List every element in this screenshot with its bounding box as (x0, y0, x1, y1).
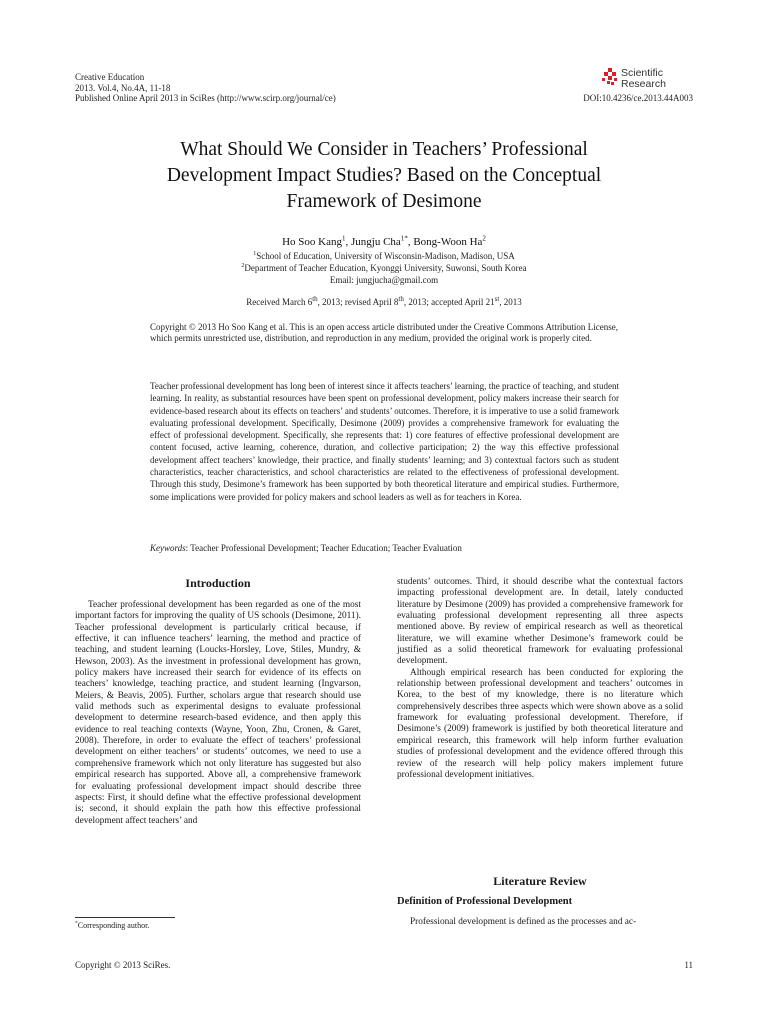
left-column (75, 600, 361, 827)
logo-line-1: Scientific (621, 67, 664, 79)
author-2-sup: 1* (400, 234, 408, 243)
received-dates (0, 297, 768, 307)
definition-subheading: Definition of Professional Development (397, 896, 573, 907)
copyright-notice: Copyright © 2013 Ho Soo Kang et al. This is an open access article distributed under the Creative Commons Attribution License, which permits unrestricted use, distribution, and reproduction in any medium, provided the original work is properly cited. (150, 322, 618, 343)
author-separator: , (345, 236, 351, 248)
journal-header (75, 72, 336, 104)
introduction-heading: Introduction (185, 576, 251, 590)
author-email: Email: jungjucha@gmail.com (329, 275, 439, 285)
title-line-2: Development Impact Studies? Based on the Conceptual (166, 165, 602, 186)
footer-copyright: Copyright © 2013 SciRes. (75, 960, 171, 970)
author-1-sup: 1 (342, 234, 346, 243)
footnote-divider (75, 917, 175, 918)
footnote-text: Corresponding author. (77, 921, 150, 930)
definition-text: Professional development is defined as the processes and ac- (410, 917, 637, 927)
received-sup: th (312, 295, 318, 303)
right-paragraph-2: Although empirical research has been conducted for exploring the relationship between professional development and teachers’ outcomes in Korea, to the best of my knowledge, there is no literature which comprehensively describes three aspects which were shown above as a solid framework for evaluating professional development. Therefore, if Desimone’s (2009) framework is justified by both theoretical literature and empirical research, this framework will help inform further evaluation studies of professional development and the evidence offered through this review of the research will help policy makers implement future professional development initiatives. (397, 667, 683, 780)
affiliation-2-text: Department of Teacher Education, Kyonggi University, Suwonsi, South Korea (244, 263, 527, 273)
title-line-1: What Should We Consider in Teachers’ Professional (180, 139, 588, 160)
accepted-sup: st (494, 295, 500, 303)
literature-review-heading: Literature Review (493, 874, 587, 888)
logo-icon (602, 68, 618, 86)
intro-paragraph-1: Teacher professional development has been regarded as one of the most important factors for improving the quality of US schools (Desimone, 2011). Teacher professional development is particularly critical because, if effective, it can influence teachers’ learning, the method and practice of teaching, and student learning (Loucks-Horsley, Love, Stiles, Mundry, & Hewson, 2003). As the investment in professional development has grown, policy makers have increased their search for evidence of its effects on teachers’ knowledge, teaching practice, and student learning (Ingvarson, Meiers, & Beavis, 2005). Further, scholars argue that research should use valid methods such as experimental designs to evaluate professional development to determine research-based evidence, and then apply this evidence to real teaching contexts (Wayne, Yoon, Zhu, Cronen, & Garet, 2008). Therefore, in order to evaluate the effect of teachers’ professional development on either teachers’ or students’ outcomes, we need to use a comprehensive framework which not only literature has suggested but also empirical research has supported. Above all, a comprehensive framework for evaluating professional development impact should describe three aspects: First, it should define what the effective professional development is; second, it should explain the path how this effective professional development affect teachers’ and (75, 600, 361, 826)
footnote-marker: * (75, 920, 78, 927)
affiliation-1-text: School of Education, University of Wisconsin-Madison, Madison, USA (256, 251, 515, 261)
journal-volume: 2013. Vol.4, No.4A, 11-18 (75, 82, 171, 93)
author-separator: , (407, 236, 414, 248)
right-column (397, 577, 683, 781)
revised-sup: th (398, 295, 404, 303)
right-paragraph-1: students’ outcomes. Third, it should describe what the contextual factors impacting professional development are. In detail, lately conducted literature by Desimone (2009) has provided a comprehensive framework for evaluating professional development representing all three aspects mentioned above. By review of empirical research as well as theoretical literature, we will examine whether Desimone’s framework could be justified as a solid theoretical framework for evaluating professional development. (397, 577, 683, 667)
accepted-year: , 2013 (499, 297, 522, 307)
page-number: 11 (684, 960, 693, 970)
received-text: Received March 6 (246, 297, 313, 307)
title-line-3: Framework of Desimone (286, 191, 482, 212)
journal-name: Creative Education (75, 72, 145, 82)
affiliation-2-sup: 2 (241, 263, 245, 269)
accepted-text: , 2013; accepted April 21 (403, 297, 495, 307)
abstract: Teacher professional development has long been of interest since it affects teachers’ learning, the practice of teaching, and student learning. In reality, as substantial resources have been spent on professional development, policy makers increase their search for evidence-based research about its effects on teachers’ and students’ outcomes. Therefore, it is imperative to use a solid framework evaluating professional development. Specifically, Desimone (2009) provides a comprehensive framework for evaluating the effect of professional development. Specifically, she represents that: 1) core features of effective professional development are content focused, active learning, coherence, duration, and collective participation; 2) the way this effective professional development affect teachers’ knowledge, their practice, and finally students’ learning; and 3) contextual factors such as student characteristics, teacher characteristics, and school characteristics are related to the effectiveness of professional development. Through this study, Desimone’s framework has been supported by both theoretical literature and empirical studies. Furthermore, some implications were provided for policy makers and school leaders as well as for teachers in Korea. (150, 381, 619, 502)
scientific-research-logo (602, 68, 666, 90)
paper-title (100, 137, 668, 215)
author-1-name: Ho Soo Kang (282, 236, 342, 248)
keywords-text: : Teacher Professional Development; Teacher Education; Teacher Evaluation (185, 543, 462, 553)
keywords (150, 543, 619, 553)
author-2-name: Jungju Cha (351, 236, 401, 248)
footnote (75, 921, 149, 930)
published-line: Published Online April 2013 in SciRes (http://www.scirp.org/journal/ce) (75, 93, 336, 103)
logo-line-2: Research (621, 78, 666, 90)
author-3-sup: 2 (482, 234, 486, 243)
author-3-name: Bong-Woon Ha (413, 236, 483, 248)
affiliation-2 (0, 263, 768, 275)
revised-text: , 2013; revised April 8 (317, 297, 399, 307)
affiliation-1 (0, 251, 768, 263)
author-list (0, 236, 768, 248)
affiliation-1-sup: 1 (253, 251, 257, 257)
keywords-label: Keywords (150, 543, 186, 553)
doi: DOI:10.4236/ce.2013.44A003 (583, 93, 693, 103)
